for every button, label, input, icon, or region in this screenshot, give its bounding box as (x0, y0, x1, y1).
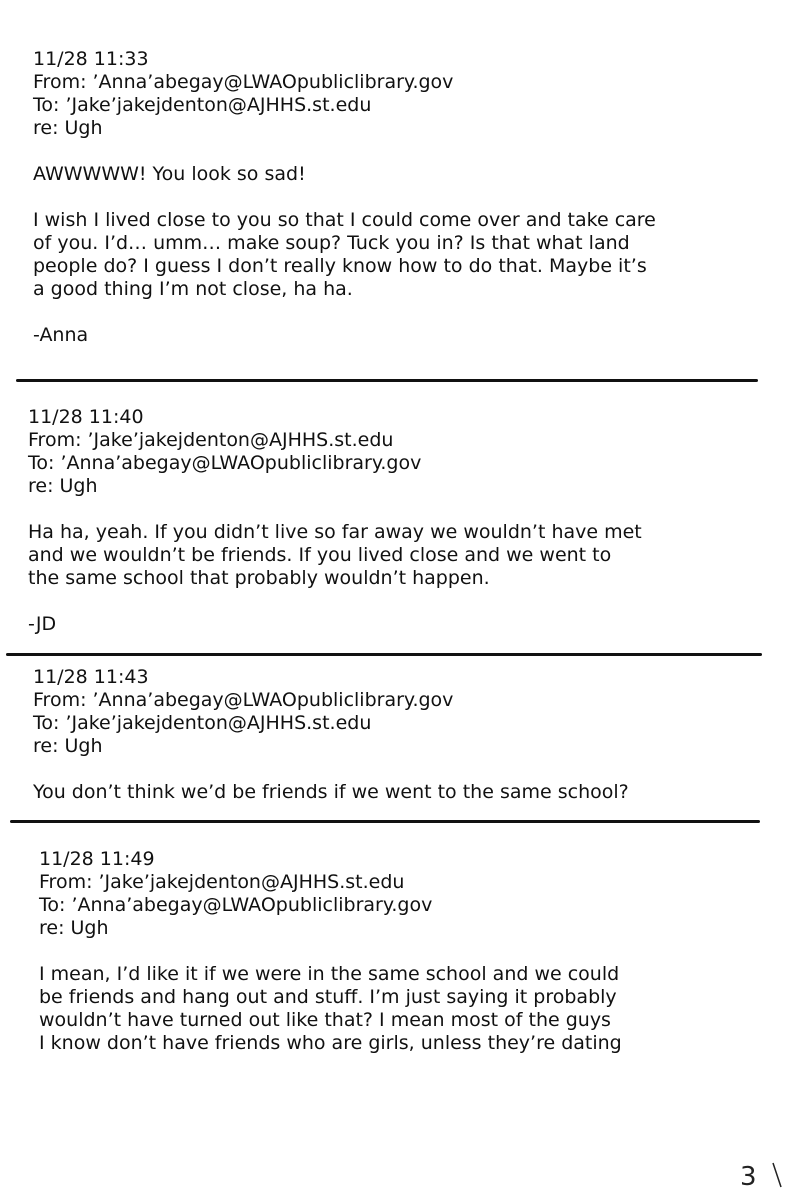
email-body-line: a good thing I’m not close, ha ha. (33, 278, 353, 300)
email-subject: re: Ugh (33, 117, 103, 139)
email-body-line: and we wouldn’t be friends. If you lived close and we went to (28, 544, 612, 566)
email-message-4 (39, 848, 622, 1055)
email-date: 11/28 11:40 (28, 406, 144, 428)
email-body-line: wouldn’t have turned out like that? I mean most of the guys (39, 1009, 611, 1031)
message-divider (16, 379, 758, 382)
page-corner-mark-icon (770, 1160, 784, 1190)
page-number-text: 3 (740, 1162, 757, 1192)
email-to: To: ’Anna’abegay@LWAOpubliclibrary.gov (28, 452, 422, 474)
email-body-line: AWWWWW! You look so sad! (33, 163, 306, 185)
email-body-line: Ha ha, yeah. If you didn’t live so far away we wouldn’t have met (28, 521, 642, 543)
email-header (39, 848, 622, 940)
email-date: 11/28 11:43 (33, 666, 149, 688)
email-message-3 (33, 666, 629, 804)
email-from: From: ’Anna’abegay@LWAOpubliclibrary.gov (33, 689, 454, 711)
email-body-line: I mean, I’d like it if we were in the same school and we could (39, 963, 620, 985)
email-from: From: ’Jake’jakejdenton@AJHHS.st.edu (39, 871, 405, 893)
email-date: 11/28 11:49 (39, 848, 155, 870)
email-signature: -Anna (33, 324, 89, 346)
email-body-line: You don’t think we’d be friends if we went to the same school? (33, 781, 629, 803)
email-subject: re: Ugh (33, 735, 103, 757)
email-body-line: I wish I lived close to you so that I could come over and take care (33, 209, 656, 231)
email-date: 11/28 11:33 (33, 48, 149, 70)
message-divider (10, 820, 760, 823)
email-message-2 (28, 406, 642, 636)
email-body-line: the same school that probably wouldn’t happen. (28, 567, 490, 589)
email-from: From: ’Jake’jakejdenton@AJHHS.st.edu (28, 429, 394, 451)
email-header (33, 48, 656, 140)
email-to: To: ’Jake’jakejdenton@AJHHS.st.edu (33, 712, 372, 734)
email-body-line: of you. I’d… umm… make soup? Tuck you in? Is that what land (33, 232, 630, 254)
email-signature: -JD (28, 613, 57, 635)
email-subject: re: Ugh (28, 475, 98, 497)
page-number (740, 1164, 757, 1190)
email-header (28, 406, 642, 498)
email-subject: re: Ugh (39, 917, 109, 939)
message-divider (6, 653, 762, 656)
email-to: To: ’Anna’abegay@LWAOpubliclibrary.gov (39, 894, 433, 916)
email-body-line: people do? I guess I don’t really know how to do that. Maybe it’s (33, 255, 647, 277)
email-header (33, 666, 629, 758)
email-body-line: be friends and hang out and stuff. I’m just saying it probably (39, 986, 617, 1008)
email-from: From: ’Anna’abegay@LWAOpubliclibrary.gov (33, 71, 454, 93)
email-message-1 (33, 48, 656, 347)
email-body-line: I know don’t have friends who are girls, unless they’re dating (39, 1032, 622, 1054)
email-to: To: ’Jake’jakejdenton@AJHHS.st.edu (33, 94, 372, 116)
